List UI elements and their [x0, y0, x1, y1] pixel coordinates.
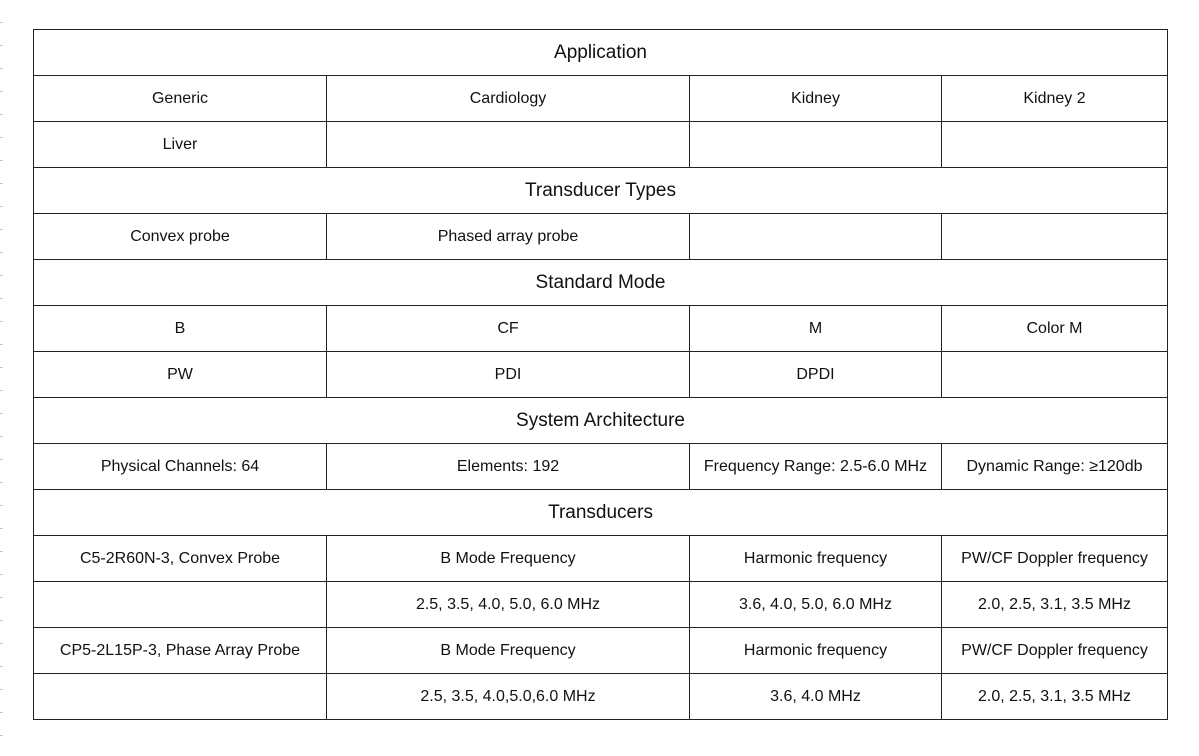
table-cell: PDI — [327, 352, 690, 398]
table-row — [34, 582, 1168, 628]
table-cell: Cardiology — [327, 76, 690, 122]
table-cell: Elements: 192 — [327, 444, 690, 490]
section-header-row — [34, 168, 1168, 214]
table-cell: PW — [34, 352, 327, 398]
table-row — [34, 674, 1168, 720]
table-row — [34, 628, 1168, 674]
page-edge-marks — [0, 0, 3, 756]
table-cell: Phased array probe — [327, 214, 690, 260]
table-cell — [690, 122, 942, 168]
table-cell: B Mode Frequency — [327, 628, 690, 674]
table-row — [34, 444, 1168, 490]
table-cell — [942, 214, 1168, 260]
table-cell: 2.5, 3.5, 4.0, 5.0, 6.0 MHz — [327, 582, 690, 628]
table-cell: 3.6, 4.0, 5.0, 6.0 MHz — [690, 582, 942, 628]
section-header-row — [34, 490, 1168, 536]
table-cell — [327, 122, 690, 168]
table-cell: Kidney 2 — [942, 76, 1168, 122]
table-cell: 3.6, 4.0 MHz — [690, 674, 942, 720]
table-cell: C5-2R60N-3, Convex Probe — [34, 536, 327, 582]
table-cell: DPDI — [690, 352, 942, 398]
table-cell — [34, 582, 327, 628]
standard-mode-heading: Standard Mode — [34, 260, 1168, 306]
table-row — [34, 536, 1168, 582]
table-cell — [942, 352, 1168, 398]
section-header-row — [34, 398, 1168, 444]
table-cell: Harmonic frequency — [690, 628, 942, 674]
table-cell: 2.0, 2.5, 3.1, 3.5 MHz — [942, 582, 1168, 628]
table-cell: B Mode Frequency — [327, 536, 690, 582]
table-row — [34, 352, 1168, 398]
table-cell: Generic — [34, 76, 327, 122]
table-cell: PW/CF Doppler frequency — [942, 536, 1168, 582]
table-cell: 2.5, 3.5, 4.0,5.0,6.0 MHz — [327, 674, 690, 720]
section-header-row — [34, 30, 1168, 76]
specification-table — [33, 29, 1168, 720]
table-cell: Liver — [34, 122, 327, 168]
table-cell: 2.0, 2.5, 3.1, 3.5 MHz — [942, 674, 1168, 720]
table-cell: CF — [327, 306, 690, 352]
table-cell — [942, 122, 1168, 168]
table-cell — [34, 674, 327, 720]
application-heading: Application — [34, 30, 1168, 76]
system-architecture-heading: System Architecture — [34, 398, 1168, 444]
table-cell: Dynamic Range: ≥120db — [942, 444, 1168, 490]
section-header-row — [34, 260, 1168, 306]
transducers-heading: Transducers — [34, 490, 1168, 536]
table-cell: M — [690, 306, 942, 352]
table-cell: CP5-2L15P-3, Phase Array Probe — [34, 628, 327, 674]
table-cell: Kidney — [690, 76, 942, 122]
table-cell: Harmonic frequency — [690, 536, 942, 582]
table-row — [34, 76, 1168, 122]
transducer-types-heading: Transducer Types — [34, 168, 1168, 214]
table-cell: Convex probe — [34, 214, 327, 260]
table-cell — [690, 214, 942, 260]
table-cell: Frequency Range: 2.5-6.0 MHz — [690, 444, 942, 490]
table-row — [34, 214, 1168, 260]
table-cell: PW/CF Doppler frequency — [942, 628, 1168, 674]
table-cell: Physical Channels: 64 — [34, 444, 327, 490]
table-cell: Color M — [942, 306, 1168, 352]
table-cell: B — [34, 306, 327, 352]
table-row — [34, 306, 1168, 352]
table-row — [34, 122, 1168, 168]
